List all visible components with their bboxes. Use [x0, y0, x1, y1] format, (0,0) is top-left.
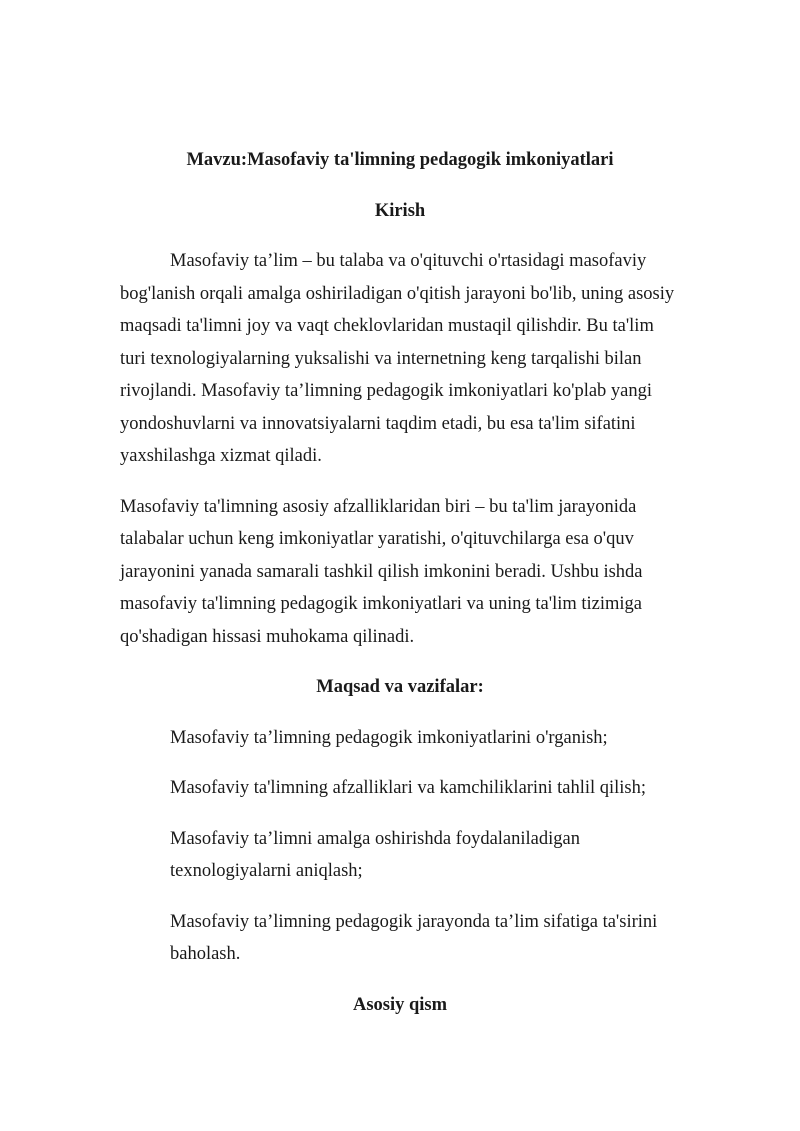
goal-item-2: Masofaviy ta'limning afzalliklari va kamchiliklarini tahlil qilish; [170, 778, 646, 798]
goals-list [120, 722, 680, 971]
goal-item-3: Masofaviy ta’limni amalga oshirishda foydalaniladigan texnologiyalarni aniqlash; [170, 828, 580, 881]
goals-heading: Maqsad va vazifalar: [316, 677, 484, 697]
goal-item-1: Masofaviy ta’limning pedagogik imkoniyatlarini o'rganish; [170, 727, 608, 748]
goal-item-4: Masofaviy ta’limning pedagogik jarayonda ta’lim sifatiga ta'sirini baholash. [170, 911, 658, 964]
document-body [120, 140, 680, 1039]
main-section-heading: Asosiy qism [352, 994, 448, 1015]
document-title: Mavzu:Masofaviy ta'limning pedagogik imkoniyatlari [186, 150, 614, 170]
intro-heading: Kirish [374, 200, 426, 221]
intro-paragraph-2: Masofaviy ta'limning asosiy afzalliklaridan biri – bu ta'lim jarayonida talabalar uchun keng imkoniyatlar yaratishi, o'qituvchilarga esa o'quv jarayonini yanada samarali tashkil qilish imkonini beradi. Ushbu ishda masofaviy ta'limning pedagogik imkoniyatlari va uning ta'lim tizimiga qo'shadigan hissasi muhokama qilinadi. [120, 496, 643, 647]
intro-paragraph-1: Masofaviy ta’lim – bu talaba va o'qituvchi o'rtasidagi masofaviy bog'lanish orqali amalga oshiriladigan o'qitish jarayoni bo'lib, uning asosiy maqsadi ta'limni joy va vaqt cheklovlaridan mustaqil qilishdir. Bu ta'lim turi texnologiyalarning yuksalishi va internetning keng tarqalishi bilan rivojlandi. Masofaviy ta’limning pedagogik imkoniyatlari ko'plab yangi yondoshuvlarni va innovatsiyalarni taqdim etadi, bu esa ta'lim sifatini yaxshilashga xizmat qiladi. [120, 251, 675, 466]
